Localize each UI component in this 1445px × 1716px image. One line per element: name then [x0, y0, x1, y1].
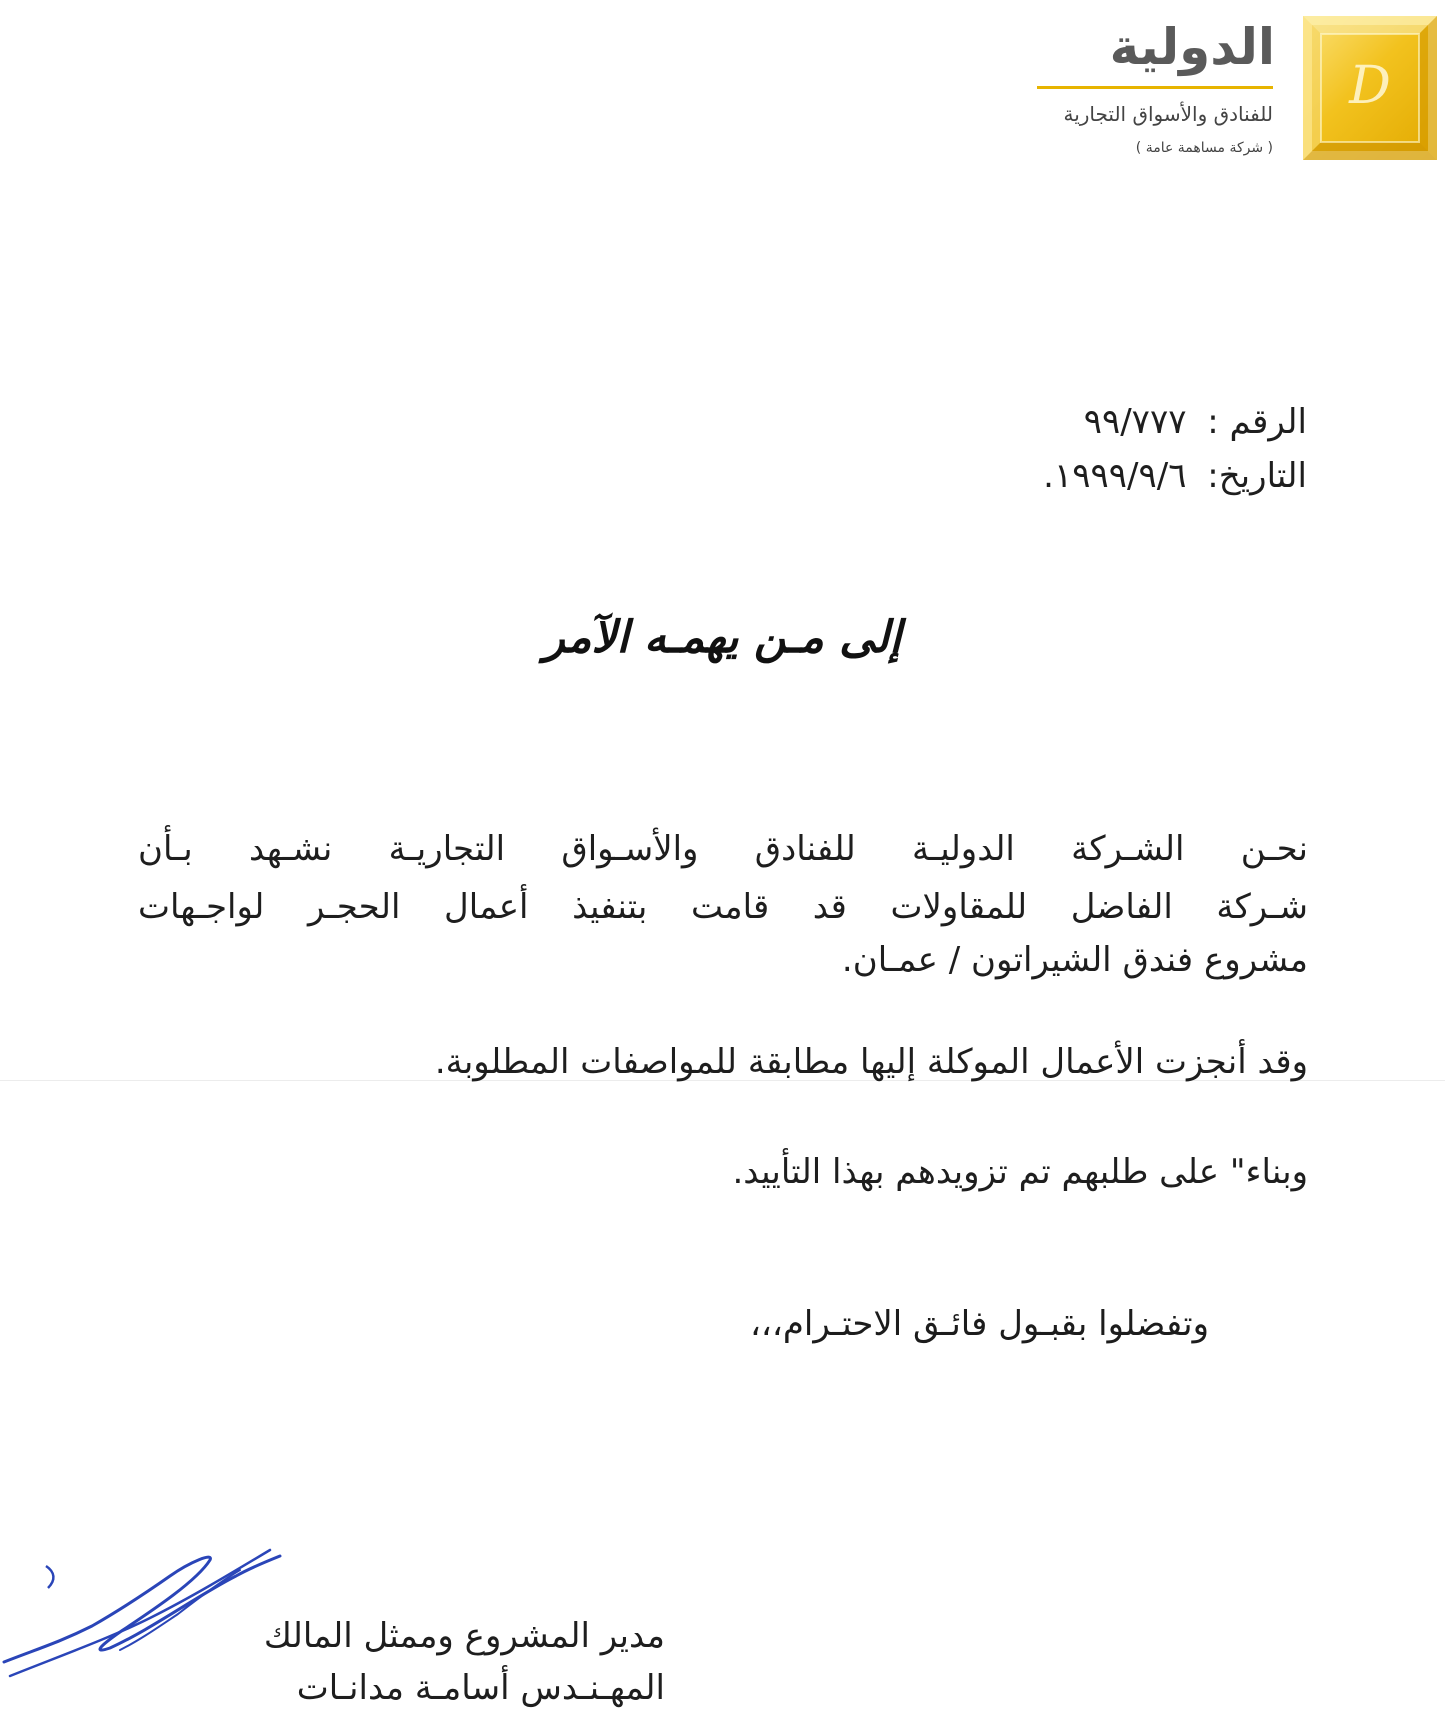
signatory-title: مدير المشروع وممثل المالك: [263, 1616, 665, 1656]
reference-date-label: التاريخ:: [1207, 456, 1307, 496]
company-logo: [1303, 16, 1437, 160]
letter-subject: إلى مـن يهمـه الآمر: [543, 612, 902, 663]
company-name: الدولية: [1109, 18, 1275, 76]
reference-number-value: ٩٩/٧٧٧: [1083, 402, 1187, 442]
reference-date: [1043, 456, 1307, 496]
reference-date-value: ١٩٩٩/٩/٦.: [1043, 456, 1187, 496]
reference-number-label: الرقم :: [1207, 402, 1307, 442]
body-paragraph-3: وبناء" على طلبهم تم تزويدهم بهذا التأييد.: [732, 1152, 1308, 1192]
handwritten-signature: [0, 1530, 300, 1680]
closing-line: وتفضلوا بقبـول فائـق الاحتـرام،،،: [749, 1304, 1209, 1344]
body-paragraph-2: وقد أنجزت الأعمال الموكلة إليها مطابقة للمواصفات المطلوبة.: [434, 1042, 1308, 1082]
company-type: ( شركة مساهمة عامة ): [1135, 140, 1273, 156]
body-paragraph-1-line-3: مشروع فندق الشيراتون / عمـان.: [841, 940, 1308, 980]
body-paragraph-1-line-2: شـركة الفاضل للمقاولات قد قامت بتنفيذ أعمال الحجـر لواجـهات: [138, 887, 1308, 927]
reference-number: [1084, 402, 1307, 442]
brand-divider: [1037, 86, 1273, 89]
signatory-name: المهـنـدس أسامـة مدانـات: [296, 1668, 665, 1708]
body-paragraph-1-line-1: نحـن الشـركة الدوليـة للفنادق والأسـواق التجاريـة نشـهد بـأن: [138, 829, 1308, 869]
logo-letter: D: [1349, 56, 1391, 116]
company-subtitle: للفنادق والأسواق التجارية: [1063, 102, 1273, 126]
